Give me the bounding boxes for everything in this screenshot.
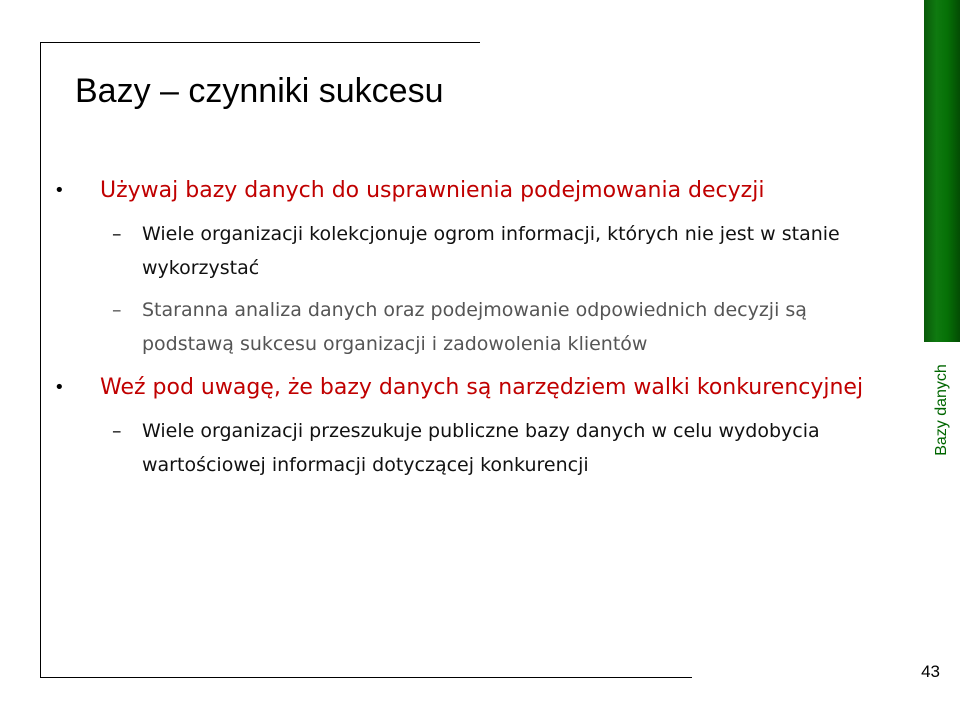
- sub-bullet-item: [50, 217, 880, 285]
- dash-marker: –: [112, 299, 122, 321]
- frame-bottom-line: [40, 677, 692, 678]
- sub-bullet-item: [50, 293, 880, 361]
- bullet-text: Weź pod uwagę, że bazy danych są narzędziem walki konkurencyjnej: [100, 375, 864, 400]
- frame-top-line: [40, 42, 480, 43]
- bullet-text: Używaj bazy danych do usprawnienia podejmowania decyzji: [100, 178, 765, 203]
- sub-bullet-text: Wiele organizacji przeszukuje publiczne bazy danych w celu wydobycia wartościowej informacji dotyczącej konkurencji: [142, 420, 820, 476]
- frame-left-line: [40, 42, 41, 678]
- bullet-marker: •: [54, 377, 65, 398]
- bullet-marker: •: [54, 180, 65, 201]
- bullet-item: [50, 369, 880, 407]
- sub-bullet-text: Wiele organizacji kolekcjonuje ogrom informacji, których nie jest w stanie wykorzystać: [142, 223, 840, 279]
- sub-bullet-item: [50, 414, 880, 482]
- page-number: 43: [921, 662, 940, 681]
- slide-content: [50, 172, 880, 490]
- bullet-item: [50, 172, 880, 210]
- slide-title: Bazy – czynniki sukcesu: [75, 72, 444, 110]
- dash-marker: –: [112, 223, 122, 245]
- side-label: Bazy danych: [933, 364, 950, 456]
- sub-bullet-text: Staranna analiza danych oraz podejmowanie odpowiednich decyzji są podstawą sukcesu organizacji i zadowolenia klientów: [142, 299, 807, 355]
- dash-marker: –: [112, 420, 122, 442]
- side-accent-bar: [924, 0, 960, 342]
